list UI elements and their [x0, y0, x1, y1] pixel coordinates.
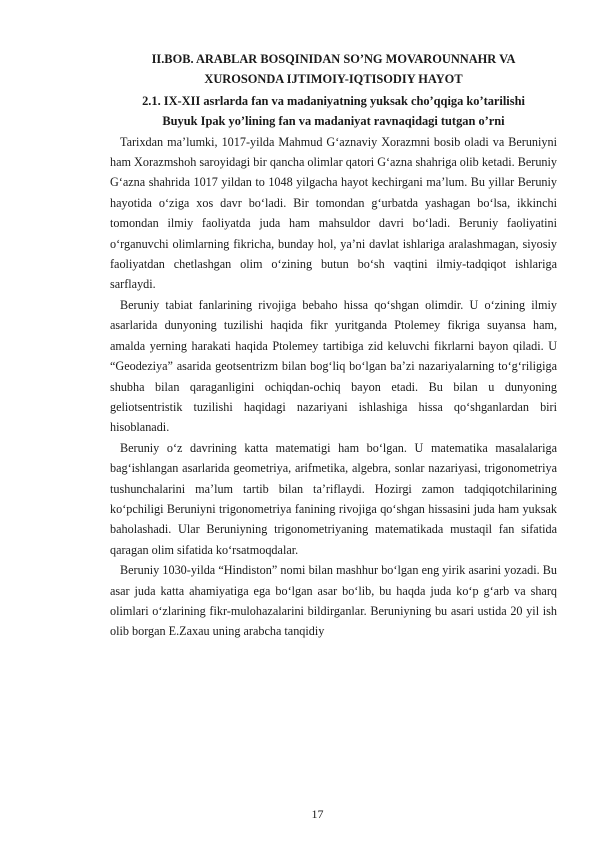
- page-number: 17: [311, 807, 324, 821]
- chapter-title-line1: II.BOB. ARABLAR BOSQINIDAN SO’NG MOVAROUNNAHR VA: [151, 52, 516, 66]
- chapter-title-line2: XUROSONDA IJTIMOIY-IQTISODIY HAYOT: [204, 72, 463, 87]
- section-title-line2: Buyuk Ipak yo’lining fan va madaniyat ravnaqidagi tutgan o’rni: [162, 114, 505, 129]
- paragraph-1: Tarixdan ma’lumki, 1017-yilda Mahmud G‘aznaviy Xorazmni bosib oladi va Beruniyni ham Xorazmshoh saroyidagi bir qancha olimlar qatori G‘azna shahriga olib ketadi. Beruniy G‘azna shahrida 1017 yildan to 1048 yilgacha hayot kechirgani ma’lum. Bu yillar Beruniy hayotida o‘ziga xos davr bo‘ladi. Bir tomondan g‘urbatda yashagan bo‘lsa, ikkinchi tomondan ilmiy faoliyatda juda ham mahsuldor davri bo‘ladi. Beruniy faoliyatini o‘rganuvchi olimlarning fikricha, bunday hol, ya’ni davlat ishlariga aralashmagan, siyosiy faoliyatdan chetlashgan olim o‘zining butun bo‘sh vaqtini ilmiy-tadqiqot ishlariga sarflaydi.: [110, 134, 557, 292]
- chapter-title: [110, 49, 557, 90]
- section-title-line1: 2.1. IX-XII asrlarda fan va madaniyatning yuksak cho’qqiga ko’tarilishi: [142, 93, 525, 108]
- document-page: [110, 49, 557, 642]
- paragraph-2: Beruniy tabiat fanlarining rivojiga bebaho hissa qo‘shgan olimdir. U o‘zining ilmiy asarlarida dunyoning tuzilishi haqida fikr yuritganda Ptolemey fikriga suyansa ham, amalda yerning harakati haqida Ptolemey tartibiga zid keluvchi fikrlarni bayon qiladi. U “Geodeziya” asarida geotsentrizm bilan bog‘liq bo‘lgan ba’zi nazariyalarning to‘g‘riligiga shubha bilan qaraganligini ochiqdan-ochiq bayon etadi. Bu bilan u dunyoning geliotsentristik tuzilishi haqidagi nazariyani ishlashiga hissa qo‘shganlardan biri hisoblanadi.: [110, 297, 557, 435]
- paragraph-3: Beruniy o‘z davrining katta matematigi ham bo‘lgan. U matematika masalalariga bag‘ishlangan asarlarida geometriya, arifmetika, algebra, sonlar nazariyasi, trigonometriya tushunchalarini ma’lum tartib bilan ta’riflaydi. Hozirgi zamon tadqiqotchilarining ko‘pchiligi Beruniyni trigonometriya fanining rivojiga qo‘shgan hissasini juda ham yuksak baholashadi. Ular Beruniyning trigonometriyaning matematikada mustaqil fan sifatida qaragan olim sifatida ko‘rsatmoqdalar.: [110, 440, 557, 557]
- section-title: [110, 91, 557, 132]
- paragraph-4: Beruniy 1030-yilda “Hindiston” nomi bilan mashhur bo‘lgan eng yirik asarini yozadi. Bu asar juda katta ahamiyatiga ega bo‘lgan asar bo‘lib, bu haqda juda ko‘p g‘arb va sharq olimlari o‘zlarining fikr-mulohazalarini bildirganlar. Beruniyning bu asari ustida 20 yil ish olib borgan E.Zaxau uning arabcha tanqidiy: [110, 563, 557, 639]
